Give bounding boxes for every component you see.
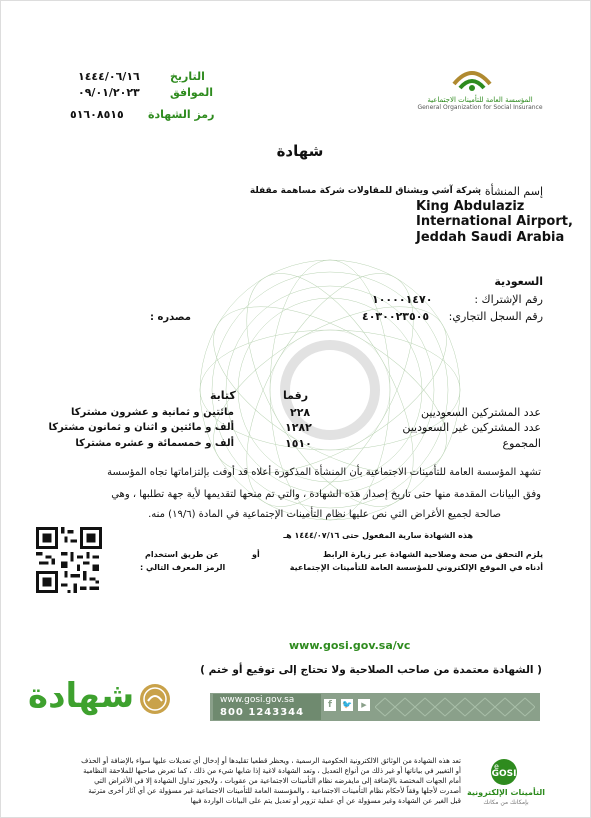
page-title: شهادة bbox=[276, 142, 324, 160]
verify-line-2: أدناه في الموقع الإلكتروني للمؤسسة العامة للتأمينات الإجتماعية bbox=[289, 563, 543, 572]
table-row-words: ألف و خمسمائة و عشره مشتركا bbox=[75, 438, 234, 449]
address-line-3: Jeddah Saudi Arabia bbox=[416, 230, 565, 245]
table-header-numbers: رقما bbox=[283, 389, 309, 402]
facebook-icon[interactable]: f bbox=[324, 699, 336, 711]
subscription-label: رقم الإشتراك : bbox=[474, 293, 543, 306]
qr-line-1: عن طريق استخدام bbox=[145, 550, 219, 559]
or-text: أو bbox=[252, 550, 260, 559]
address-line-1: King Abdulaziz bbox=[416, 199, 525, 214]
date-label: التاريخ bbox=[170, 70, 205, 83]
twitter-icon[interactable]: 🐦 bbox=[342, 700, 352, 709]
org-name-ar: المؤسسة العامة للتأمينات الاجتماعية bbox=[427, 96, 533, 104]
table-row-label: عدد المشتركين غير السعوديين bbox=[402, 421, 541, 434]
table-row-words: مائتين و ثمانية و عشرون مشتركا bbox=[70, 407, 234, 418]
egosi-tagline: بإمكانك من مكانك bbox=[483, 799, 529, 806]
youtube-icon[interactable]: ▶ bbox=[358, 699, 370, 711]
establishment-name-value: شركة آشي ويشناق للمقاولات شركة مساهمة مقفلة bbox=[249, 186, 481, 196]
statement-line-3: صالحة لجميع الأغراض التي نص عليها نظام التأمينات الإجتماعية في المادة (١٩/٦) منه. bbox=[148, 509, 501, 520]
table-row-number: ٢٢٨ bbox=[290, 406, 311, 419]
country: السعودية bbox=[494, 275, 543, 288]
source-label: مصدره : bbox=[150, 312, 191, 323]
medal-icon bbox=[138, 682, 172, 716]
brand-title: شهادة bbox=[28, 676, 135, 716]
table-row-number: ١٢٨٢ bbox=[285, 421, 312, 434]
footer-line-4: أصدرت لأجلها وفقاً لأحكام نظام التأمينات الاجتماعية ، والمؤسسة العامة للتأمينات الاجتماعية غير مسؤولة عن أي آثار أخرى مترتبة bbox=[88, 787, 461, 795]
svg-text:e: e bbox=[494, 762, 499, 771]
table-row-label: المجموع bbox=[502, 437, 541, 450]
statement-line-1: تشهد المؤسسة العامة للتأمينات الاجتماعية بأن المنشأة المذكورة أعلاه قد أوفت بإلتزاماتها تجاه المؤسسة bbox=[107, 467, 541, 478]
cert-code: ٥١٦٠٨٥١٥ bbox=[70, 108, 124, 121]
qr-line-2: الرمز المعرف التالي : bbox=[140, 563, 226, 572]
footer-line-2: أو التغيير في بياناتها أو غير ذلك من أنواع التعديل ، وتعد الشهادة لاغية إذا شابها شيء من ذلك ، كما تعرض صاحبها للملاحقة النظامية bbox=[83, 767, 461, 775]
phone-text: 800 1243344 bbox=[220, 707, 305, 718]
date-gregorian: ٠٩/٠١/٢٠٢٣ bbox=[78, 86, 140, 99]
establishment-name-label: إسم المنشأة : bbox=[477, 185, 543, 198]
gosi-logo-icon bbox=[450, 66, 494, 94]
footer-line-5: قبل الغير عن الشهادة وغير مسؤولة عن أي عملية تزوير أو تعديل يتم على البيانات الواردة فيها bbox=[190, 797, 461, 805]
footer-line-3: أمام الجهات المختصة بالإضافة إلى مايفرضه نظام التأمينات الاجتماعية من عقوبات ، ولايجوز تداول الشهادة إلا في الأغراض التي bbox=[94, 777, 461, 785]
cr-value: ٤٠٣٠٠٢٣٥٠٥ bbox=[362, 310, 430, 323]
verify-line-1: يلزم التحقق من صحة وصلاحية الشهادة عبر زيارة الرابط bbox=[323, 550, 543, 559]
agree-label: الموافق bbox=[170, 86, 214, 99]
validity-text: هذه الشهادة سارية المفعول حتى ١٤٤٤/٠٧/١٦ هـ bbox=[283, 531, 473, 540]
table-row-label: عدد المشتركين السعوديين bbox=[421, 406, 541, 419]
table-row-number: ١٥١٠ bbox=[285, 437, 312, 450]
footer-line-1: تعد هذه الشهادة من الوثائق الالكترونية الحكومية الرسمية ، ويحظر قطعيا تقليدها أو إدخال أي تعديلات عليها سواء بالإضافة أو الحذف bbox=[81, 757, 461, 765]
svg-text:GOSI: GOSI bbox=[491, 769, 517, 779]
cert-code-label: رمز الشهادة bbox=[148, 108, 215, 121]
site-text: www.gosi.gov.sa bbox=[220, 695, 295, 705]
table-header-words: كتابة bbox=[210, 389, 236, 402]
verify-url-link[interactable]: www.gosi.gov.sa/vc bbox=[289, 639, 411, 652]
cr-label: رقم السجل التجاري: bbox=[448, 310, 543, 323]
org-name-en: General Organization for Social Insurance bbox=[417, 104, 543, 111]
signature-notice: ( الشهادة معتمدة من صاحب الصلاحية ولا تحتاج إلى توقيع أو ختم ) bbox=[200, 664, 542, 676]
date-hijri: ١٤٤٤/٠٦/١٦ bbox=[78, 70, 140, 83]
statement-line-2: وفق البيانات المقدمة منها حتى تاريخ إصدار هذه الشهادة ، والتي تم منحها لتقديمها لأية جهة تطلبها ، وهي bbox=[111, 489, 541, 500]
qr-code-icon bbox=[36, 527, 102, 593]
address-line-2: International Airport, bbox=[416, 214, 573, 229]
egosi-logo-icon bbox=[484, 757, 524, 787]
table-row-words: ألف و مائتين و اثنان و ثمانون مشتركا bbox=[48, 422, 234, 433]
subscription-value: ١٠٠٠٠١٤٧٠ bbox=[372, 293, 433, 306]
egosi-name: التأمينات الإلكترونية bbox=[466, 788, 546, 797]
strip-pattern-icon bbox=[375, 696, 535, 718]
